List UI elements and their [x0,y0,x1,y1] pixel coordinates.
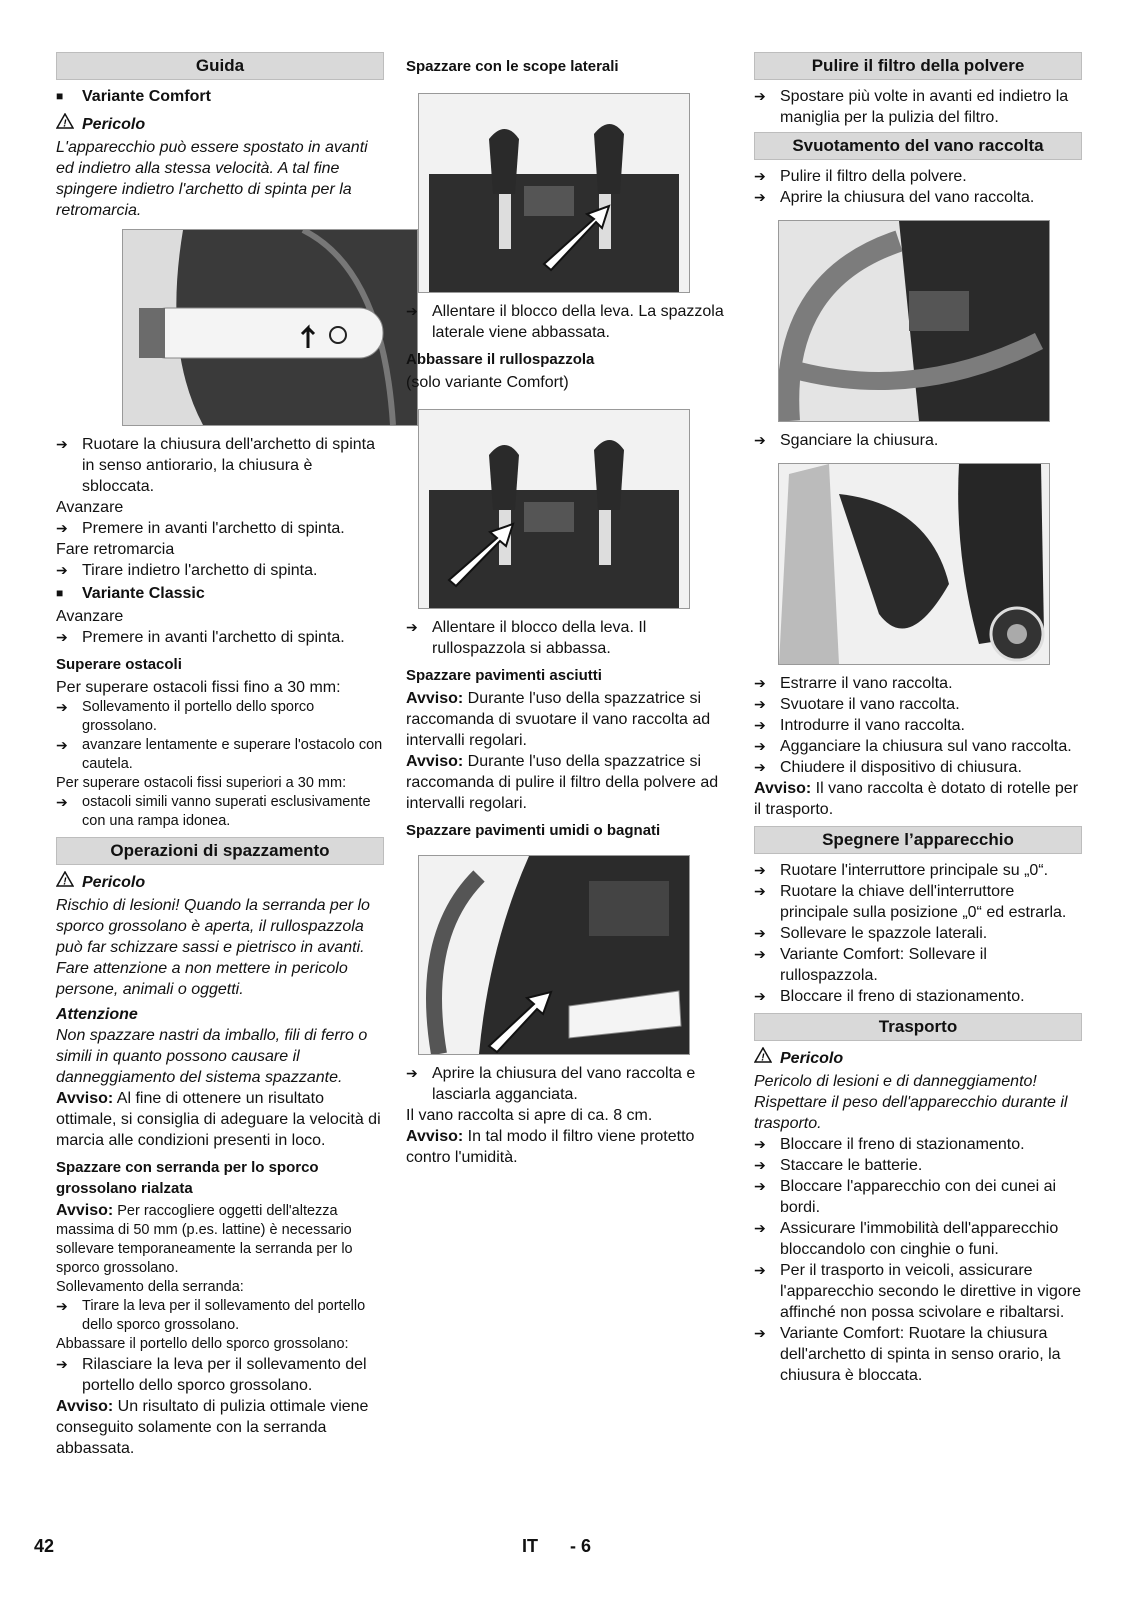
section-spegnere: Spegnere l’apparecchio [754,826,1082,854]
trasporto-warning-text: Pericolo di lesioni e di danneggiamento! Rispettare il peso dell'apparecchio durante il trasporto. [754,1073,1068,1132]
arrow-right-icon: ➔ [754,883,766,899]
label-retromarcia: Fare retromarcia [56,541,175,558]
step: ➔ Sollevare le spazzole laterali. [754,925,988,942]
step: ➔ Staccare le batterie. [754,1157,923,1174]
variant-classic-heading: ■ Variante Classic [56,585,205,602]
column-1 [56,52,384,1459]
arrow-right-icon: ➔ [754,432,766,448]
closure-illustration [779,221,1049,421]
step: ➔ Per il trasporto in veicoli, assicurare l'apparecchio secondo le direttive in vigore affinché non possa scivolare e ribaltarsi. [754,1262,1082,1321]
arrow-right-icon: ➔ [56,1356,68,1372]
arrow-right-icon: ➔ [56,629,68,645]
subheading-rullo: Abbassare il rullospazzola [406,351,595,368]
subheading-scope: Spazzare con le scope laterali [406,58,619,75]
arrow-right-icon: ➔ [754,1220,766,1236]
section-guida: Guida [56,52,384,80]
latch-illustration [419,856,689,1054]
step: ➔ Bloccare l'apparecchio con dei cunei ai bordi. [754,1178,1057,1216]
variant-comfort-heading: ■ Variante Comfort [56,88,211,105]
para-superiori: Per superare ostacoli fissi superiori a 30 mm: [56,775,347,791]
arrow-right-icon: ➔ [56,562,68,578]
step: ➔ ostacoli simili vanno superati esclusivamente con una rampa idonea. [56,794,371,829]
square-bullet-icon: ■ [56,586,64,600]
figure-collector [778,463,1050,665]
arrow-right-icon: ➔ [56,794,68,810]
step: ➔ Variante Comfort: Ruotare la chiusura dell'archetto di spinta in senso orario, la chiusura è bloccata. [754,1325,1061,1384]
step: ➔ Aprire la chiusura del vano raccolta e lasciarla agganciata. [406,1065,696,1103]
step: ➔ Agganciare la chiusura sul vano raccolta. [754,738,1072,755]
figure-levers-1 [418,93,690,293]
step: ➔ Assicurare l'immobilità dell'apparecchio bloccandolo con cinghie o funi. [754,1220,1059,1258]
arrow-right-icon: ➔ [754,168,766,184]
step: ➔ Premere in avanti l'archetto di spinta. [56,629,345,646]
arrow-right-icon: ➔ [56,520,68,536]
avviso-para: Avviso: Durante l'uso della spazzatrice si raccomanda di pulire il filtro della polvere ad intervalli regolari. [406,753,719,812]
section-operazioni: Operazioni di spazzamento [56,837,384,865]
step: ➔ Bloccare il freno di stazionamento. [754,1136,1025,1153]
arrow-right-icon: ➔ [754,696,766,712]
attenzione-text: Non spazzare nastri da imballo, fili di ferro o simili in quanto possono causare il danneggiamento del sistema spazzante. [56,1027,368,1086]
arrow-right-icon: ➔ [754,946,766,962]
guida-warning-text: L'apparecchio può essere spostato in avanti ed indietro alla stessa velocità. A tal fine spingere indietro l'archetto di spinta per la retromarcia. [56,139,368,219]
para-superare: Per superare ostacoli fissi fino a 30 mm: [56,679,341,696]
label-avanzare: Avanzare [56,499,124,516]
collector-illustration [779,464,1049,664]
subheading-asciutti: Spazzare pavimenti asciutti [406,667,602,684]
step: ➔ Svuotare il vano raccolta. [754,696,960,713]
step: ➔ Estrarre il vano raccolta. [754,675,953,692]
arrow-right-icon: ➔ [754,189,766,205]
warning-icon [56,113,82,135]
avviso-para: Avviso: In tal modo il filtro viene protetto contro l'umidità. [406,1128,695,1166]
arrow-right-icon: ➔ [406,619,418,635]
subheading-serranda: Spazzare con serranda per lo sporco grossolano rialzata [56,1159,319,1197]
column-2 [406,52,728,1168]
arrow-right-icon: ➔ [56,737,68,753]
para-abbassare: Abbassare il portello dello sporco grossolano: [56,1336,349,1352]
avviso-para: Avviso: Il vano raccolta è dotato di rotelle per il trasporto. [754,780,1079,818]
figure-handle [122,229,418,426]
step: ➔ Spostare più volte in avanti ed indietro la maniglia per la pulizia del filtro. [754,88,1069,126]
label-avanzare: Avanzare [56,608,124,625]
square-bullet-icon: ■ [56,89,64,103]
arrow-right-icon: ➔ [754,862,766,878]
warning-icon [754,1047,780,1069]
danger-heading: ! Pericolo [754,1047,1082,1069]
arrow-right-icon: ➔ [754,1178,766,1194]
svg-text:!: ! [63,118,67,129]
step: ➔ Aprire la chiusura del vano raccolta. [754,189,1035,206]
step: ➔ Allentare il blocco della leva. La spazzola laterale viene abbassata. [406,303,724,341]
avviso-para: Avviso: Un risultato di pulizia ottimale viene conseguito solamente con la serranda abbassata. [56,1398,369,1457]
step: ➔ Premere in avanti l'archetto di spinta. [56,520,345,537]
footer-lang: IT [522,1536,538,1556]
step: ➔ Tirare la leva per il sollevamento del portello dello sporco grossolano. [56,1298,366,1333]
step: ➔ avanzare lentamente e superare l'ostacolo con cautela. [56,737,383,772]
step: ➔ Ruotare l'interruttore principale su „0“. [754,862,1049,879]
arrow-right-icon: ➔ [754,88,766,104]
avviso-para: Avviso: Per raccogliere oggetti dell'altezza massima di 50 mm (p.es. lattine) è necessario sollevare temporaneamente la serranda per lo sporco grossolano. [56,1202,353,1276]
levers-illustration [419,410,689,608]
arrow-right-icon: ➔ [754,1136,766,1152]
arrow-right-icon: ➔ [754,717,766,733]
section-svuotamento: Svuotamento del vano raccolta [754,132,1082,160]
avviso-para: Avviso: Durante l'uso della spazzatrice si raccomanda di svuotare il vano raccolta ad intervalli regolari. [406,690,711,749]
arrow-right-icon: ➔ [754,1262,766,1278]
figure-levers-2 [418,409,690,609]
step: ➔ Sganciare la chiusura. [754,432,939,449]
arrow-right-icon: ➔ [406,303,418,319]
step: ➔ Variante Comfort: Sollevare il rullospazzola. [754,946,987,984]
arrow-right-icon: ➔ [56,1298,68,1314]
step: ➔ Bloccare il freno di stazionamento. [754,988,1025,1005]
step: ➔ Sollevamento il portello dello sporco grossolano. [56,699,315,734]
step: ➔ Allentare il blocco della leva. Il rullospazzola si abbassa. [406,619,647,657]
section-filtro: Pulire il filtro della polvere [754,52,1082,80]
step: ➔ Ruotare la chiusura dell'archetto di spinta in senso antiorario, la chiusura è sbloccata. [56,436,375,495]
subheading-umidi: Spazzare pavimenti umidi o bagnati [406,822,661,839]
svg-text:!: ! [63,876,67,887]
levers-illustration [419,94,689,292]
section-trasporto: Trasporto [754,1013,1082,1041]
danger-heading: ! Pericolo [56,871,384,893]
page-number: 42 [34,1536,55,1556]
arrow-right-icon: ➔ [754,738,766,754]
step: ➔ Tirare indietro l'archetto di spinta. [56,562,318,579]
step: ➔ Pulire il filtro della polvere. [754,168,967,185]
arrow-right-icon: ➔ [754,759,766,775]
handle-illustration [123,230,417,425]
figure-vano-latch [418,855,690,1055]
arrow-right-icon: ➔ [754,925,766,941]
subheading-superare: Superare ostacoli [56,656,182,673]
arrow-right-icon: ➔ [754,1325,766,1341]
step: ➔ Introdurre il vano raccolta. [754,717,965,734]
arrow-right-icon: ➔ [754,1157,766,1173]
step: ➔ Rilasciare la leva per il sollevamento del portello dello sporco grossolano. [56,1356,367,1394]
avviso-para: Avviso: Al fine di ottenere un risultato ottimale, si consiglia di adeguare la velocità di marcia alle condizioni presenti in loco. [56,1090,381,1149]
step: ➔ Chiudere il dispositivo di chiusura. [754,759,1022,776]
warning-icon [56,871,82,893]
arrow-right-icon: ➔ [56,436,68,452]
attenzione-heading: Attenzione [56,1006,138,1023]
para-vano: Il vano raccolta si apre di ca. 8 cm. [406,1107,653,1124]
danger-heading: ! Pericolo [56,113,384,135]
column-3 [754,52,1082,1386]
arrow-right-icon: ➔ [754,988,766,1004]
footer-sub: - 6 [570,1536,592,1556]
svg-text:!: ! [761,1052,765,1063]
figure-closure [778,220,1050,422]
arrow-right-icon: ➔ [56,699,68,715]
operazioni-warning-text: Rischio di lesioni! Quando la serranda per lo sporco grossolano è aperta, il rullospazzola può far schizzare sassi e pietrisco in avanti. Fare attenzione a non mettere in pericolo persone, animali o oggetti. [56,897,370,998]
arrow-right-icon: ➔ [754,675,766,691]
arrow-right-icon: ➔ [406,1065,418,1081]
para-sollevamento: Sollevamento della serranda: [56,1279,244,1295]
rullo-note: (solo variante Comfort) [406,374,569,391]
step: ➔ Ruotare la chiave dell'interruttore principale sulla posizione „0“ ed estrarla. [754,883,1067,921]
